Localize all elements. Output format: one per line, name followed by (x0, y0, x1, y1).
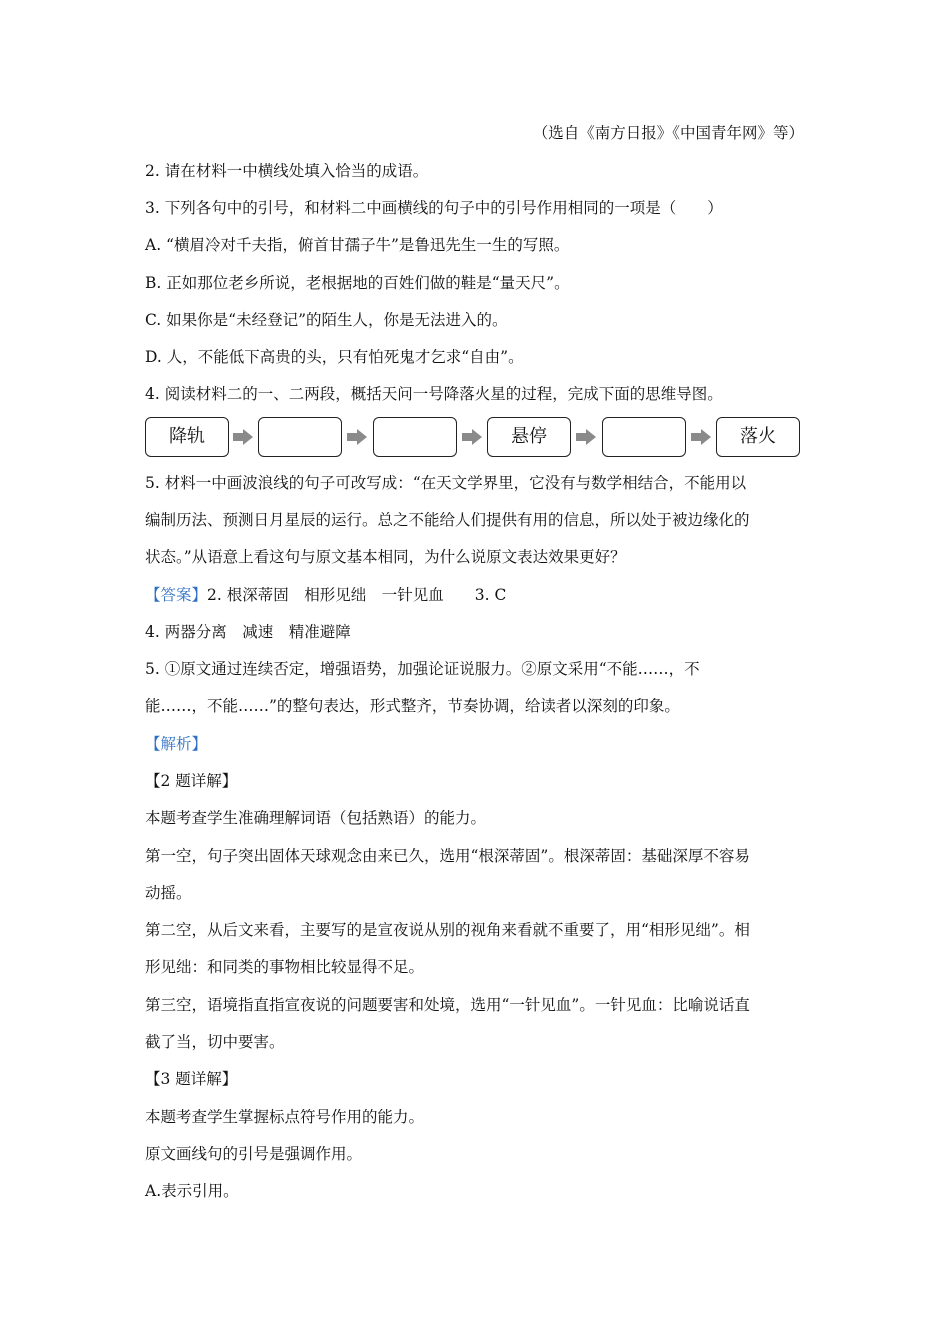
question-3: 3. 下列各句中的引号，和材料二中画横线的句子中的引号作用相同的一项是（ ） (145, 199, 723, 217)
flow-box-5[interactable] (602, 417, 686, 457)
option-a: A. “横眉冷对千夫指，俯首甘孺子牛”是鲁迅先生一生的写照。 (145, 236, 570, 254)
question-5-line-1: 5. 材料一中画波浪线的句子可改写成：“在天文学界里，它没有与数学相结合，不能用以 (145, 474, 747, 492)
arrow-right-icon (233, 429, 253, 445)
arrow-right-icon (347, 429, 367, 445)
source-line: （选自《南方日报》《中国青年网》等） (532, 124, 804, 142)
flow-box-2[interactable] (258, 417, 342, 457)
q3-line-1: 本题考查学生掌握标点符号作用的能力。 (145, 1108, 425, 1126)
answer-line-3: 5. ①原文通过连续否定，增强语势，加强论证说服力。②原文采用“不能……，不 (145, 660, 700, 678)
q2-line-2: 第一空，句子突出固体天球观念由来已久，选用“根深蒂固”。根深蒂固：基础深厚不容易 (145, 847, 750, 865)
mind-map-flow (145, 417, 805, 459)
q2-line-1: 本题考查学生准确理解词语（包括熟语）的能力。 (145, 809, 487, 827)
question-4: 4. 阅读材料二的一、二两段，概括天问一号降落火星的过程，完成下面的思维导图。 (145, 385, 723, 403)
q2-line-6: 第三空，语境指直指宣夜说的问题要害和处境，选用“一针见血”。一针见血：比喻说话直 (145, 996, 750, 1014)
flow-box-6: 落火 (716, 417, 800, 457)
analysis-tag: 【解析】 (145, 735, 208, 753)
answer-tag: 【答案】 (145, 586, 208, 604)
question-5-line-3: 状态。”从语意上看这句与原文基本相同，为什么说原文表达效果更好？ (145, 548, 626, 566)
q2-line-4: 第二空，从后文来看，主要写的是宣夜说从别的视角来看就不重要了，用“相形见绌”。相 (145, 921, 750, 939)
answer-text: 2. 根深蒂固 相形见绌 一针见血 3. C (207, 586, 507, 604)
q3-line-2: 原文画线句的引号是强调作用。 (145, 1145, 363, 1163)
option-c: C. 如果你是“未经登记”的陌生人，你是无法进入的。 (145, 311, 508, 329)
q2-line-5: 形见绌：和同类的事物相比较显得不足。 (145, 958, 425, 976)
question-2: 2. 请在材料一中横线处填入恰当的成语。 (145, 162, 429, 180)
flow-box-3[interactable] (373, 417, 457, 457)
flow-box-4: 悬停 (487, 417, 571, 457)
option-b: B. 正如那位老乡所说，老根据地的百姓们做的鞋是“量天尺”。 (145, 274, 570, 292)
flow-box-1: 降轨 (145, 417, 229, 457)
q2-line-7: 截了当，切中要害。 (145, 1033, 285, 1051)
answer-line-1 (145, 584, 506, 606)
q2-line-3: 动摇。 (145, 884, 192, 902)
arrow-right-icon (462, 429, 482, 445)
option-d: D. 人，不能低下高贵的头，只有怕死鬼才乞求“自由”。 (145, 348, 524, 366)
answer-line-2: 4. 两器分离 减速 精准避障 (145, 623, 351, 641)
question-5-line-2: 编制历法、预测日月星辰的运行。总之不能给人们提供有用的信息，所以处于被边缘化的 (145, 511, 750, 529)
q3-line-3: A.表示引用。 (145, 1182, 239, 1200)
answer-line-4: 能……，不能……”的整句表达，形式整齐，节奏协调，给读者以深刻的印象。 (145, 697, 680, 715)
q3-heading: 【3 题详解】 (145, 1070, 238, 1088)
arrow-right-icon (576, 429, 596, 445)
arrow-right-icon (691, 429, 711, 445)
q2-heading: 【2 题详解】 (145, 772, 238, 790)
